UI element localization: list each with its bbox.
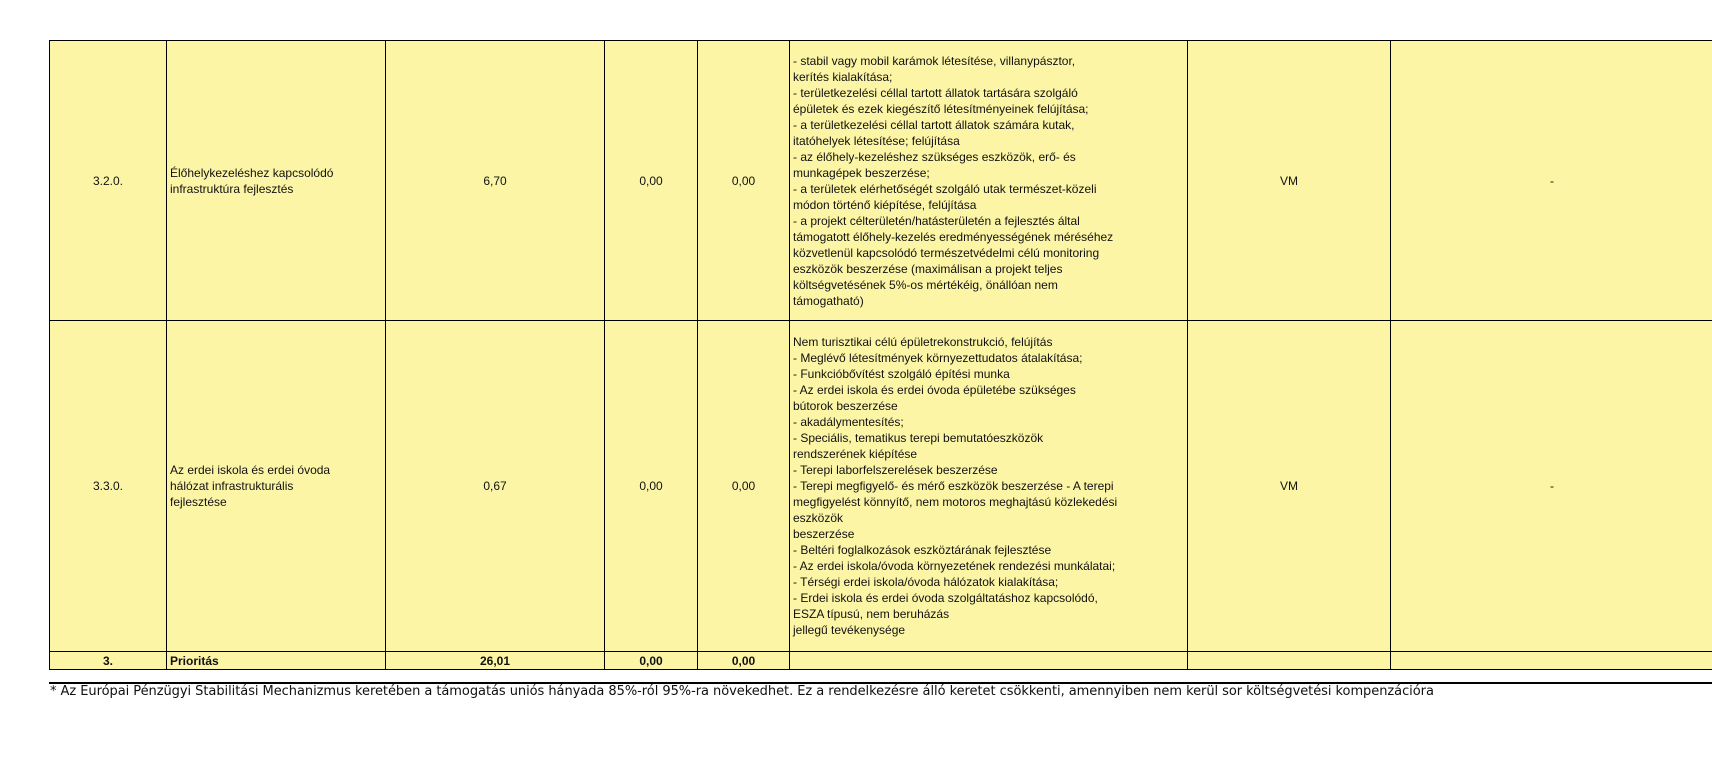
row-name-line: Élőhelykezeléshez kapcsolódó <box>170 165 334 180</box>
row-name-line: fejlesztése <box>170 495 227 509</box>
description-line: - a projekt célterületén/hatásterületén a fejlesztés által <box>793 213 1080 228</box>
description-line: beszerzése <box>793 527 855 541</box>
description-line: Nem turisztikai célú épületrekonstrukció, felújítás <box>793 335 1053 349</box>
description-line: támogatott élőhely-kezelés eredményességének méréséhez <box>793 229 1114 244</box>
summary-value-3: 0,00 <box>698 652 790 670</box>
description-line: - Funkcióbővítést szolgáló építési munka <box>793 367 1010 381</box>
description-line: ESZA típusú, nem beruházás <box>793 607 950 621</box>
description-line: jellegű tevékenysége <box>793 623 906 637</box>
summary-value-2: 0,00 <box>605 652 698 670</box>
description-line: - Beltéri foglalkozások eszköztárának fejlesztése <box>793 543 1052 557</box>
description-line: módon történő kiépítése, felújítása <box>793 197 977 212</box>
description-line: bútorok beszerzése <box>793 399 898 413</box>
description-line: - stabil vagy mobil karámok létesítése, villanypásztor, <box>793 53 1076 68</box>
row-last: - <box>1391 321 1712 652</box>
description-line: rendszerének kiépítése <box>793 447 918 461</box>
summary-empty-cell <box>790 652 1188 670</box>
row-code: 3.3.0. <box>50 321 167 652</box>
description-line: - Speciális, tematikus terepi bemutatóeszközök <box>793 431 1044 445</box>
description-line: eszközök beszerzése (maximálisan a projekt teljes <box>793 261 1063 276</box>
row-name <box>167 41 386 321</box>
row-value-1: 6,70 <box>386 41 605 321</box>
description-line: közvetlenül kapcsolódó természetvédelmi célú monitoring <box>793 245 1100 260</box>
row-vm: VM <box>1188 321 1391 652</box>
row-last: - <box>1391 41 1712 321</box>
description-line: kerítés kialakítása; <box>793 69 893 84</box>
row-value-2: 0,00 <box>605 321 698 652</box>
table-row <box>50 321 1712 652</box>
row-name-line: infrastruktúra fejlesztés <box>170 181 294 196</box>
description-line: itatóhelyek létesítése; felújítása <box>793 133 960 148</box>
summary-empty-cell <box>1391 652 1712 670</box>
summary-empty-cell <box>1188 652 1391 670</box>
description-line: - a területkezelési céllal tartott állatok számára kutak, <box>793 117 1075 132</box>
description-line: - Az erdei iskola és erdei óvoda épületébe szükséges <box>793 383 1076 397</box>
description-line: megfigyelést könnyítő, nem motoros meghajtású közlekedési <box>793 495 1118 509</box>
description-line: - Meglévő létesítmények környezettudatos átalakítása; <box>793 351 1083 365</box>
row-vm: VM <box>1188 41 1391 321</box>
description-line: munkagépek beszerzése; <box>793 165 930 180</box>
description-line: - Terepi laborfelszerelések beszerzése <box>793 463 998 477</box>
row-code: 3.2.0. <box>50 41 167 321</box>
description-line: eszközök <box>793 511 844 525</box>
description-line: - a területek elérhetőségét szolgáló utak természet-közeli <box>793 181 1097 196</box>
description-line: - az élőhely-kezeléshez szükséges eszközök, erő- és <box>793 149 1076 164</box>
row-name-line: hálózat infrastrukturális <box>170 479 294 493</box>
budget-table <box>49 40 1712 670</box>
description-line: - akadálymentesítés; <box>793 415 904 429</box>
description-line: - területkezelési céllal tartott állatok tartására szolgáló <box>793 85 1078 100</box>
row-value-1: 0,67 <box>386 321 605 652</box>
description-line: épületek és ezek kiegészítő létesítményeinek felújítása; <box>793 101 1089 116</box>
row-value-2: 0,00 <box>605 41 698 321</box>
row-name-line: Az erdei iskola és erdei óvoda <box>170 463 331 477</box>
description-line: - Térségi erdei iskola/óvoda hálózatok kialakítása; <box>793 575 1059 589</box>
description-line: - Az erdei iskola/óvoda környezetének rendezési munkálatai; <box>793 559 1116 573</box>
description-line: - Terepi megfigyelő- és mérő eszközök beszerzése - A terepi <box>793 479 1114 493</box>
description-line: költségvetésének 5%-os mértékéig, önállóan nem <box>793 277 1058 292</box>
footnote: * Az Európai Pénzügyi Stabilitási Mechanizmus keretében a támogatás uniós hányada 85%-ról 95%-ra növekedhet. Ez a rendelkezésre álló keretet csökkenti, amennyiben nem kerül sor költségvetési kompenzációra <box>50 684 1434 699</box>
description-line: - Erdei iskola és erdei óvoda szolgáltatáshoz kapcsolódó, <box>793 591 1098 605</box>
summary-value-1: 26,01 <box>386 652 605 670</box>
description-line: támogatható) <box>793 293 864 308</box>
row-description <box>790 321 1188 652</box>
row-value-3: 0,00 <box>698 41 790 321</box>
row-value-3: 0,00 <box>698 321 790 652</box>
row-description <box>790 41 1188 321</box>
summary-code: 3. <box>50 652 167 670</box>
summary-name: Prioritás <box>167 652 386 670</box>
table-row <box>50 41 1712 321</box>
summary-row <box>50 652 1712 670</box>
row-name <box>167 321 386 652</box>
